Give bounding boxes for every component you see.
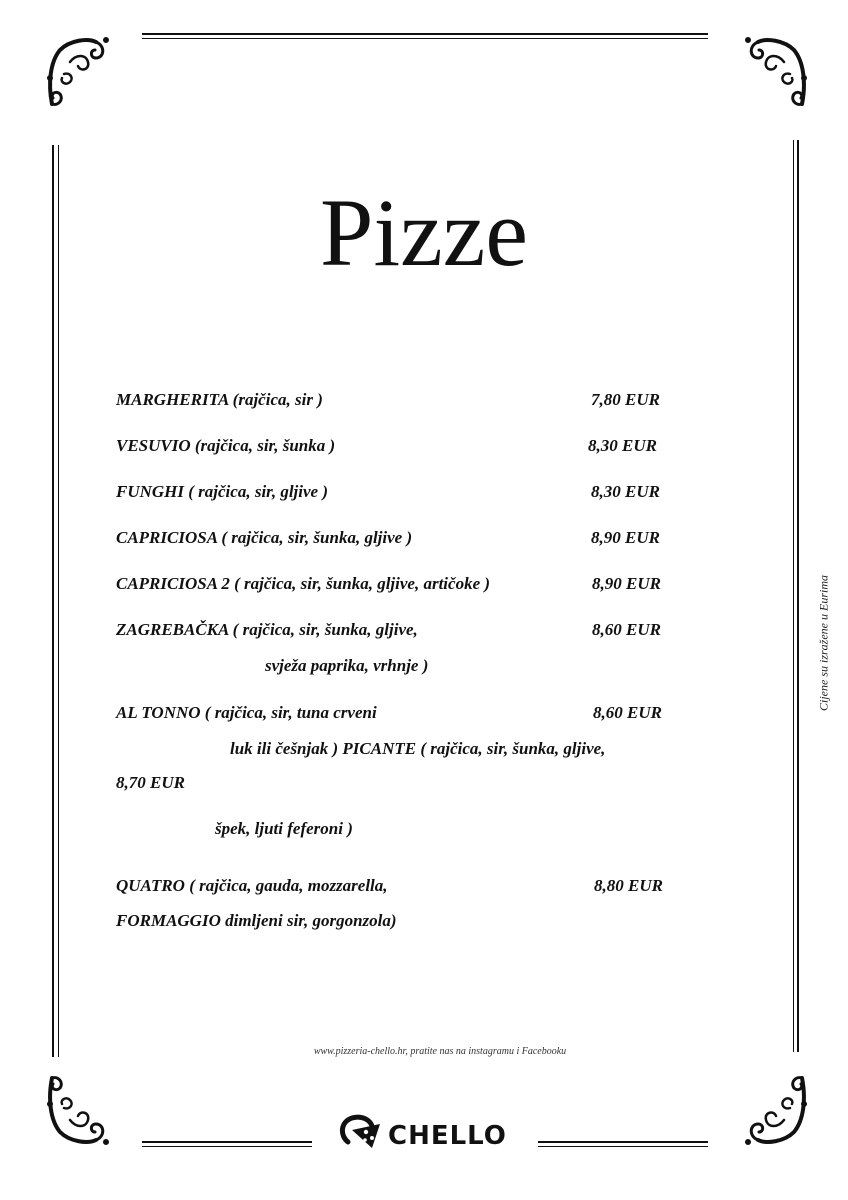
- page-title: Pizze: [320, 179, 528, 286]
- menu-item-price: 8,60 EUR: [593, 703, 662, 722]
- corner-ornament-bottom-left-icon: [40, 1070, 120, 1150]
- menu-item-price: 8,90 EUR: [591, 528, 660, 547]
- corner-ornament-bottom-right-icon: [734, 1070, 814, 1150]
- pizza-slice-icon: [338, 1114, 384, 1159]
- bottom-rule-left-thick: [142, 1141, 312, 1143]
- top-rule-thin: [142, 38, 708, 39]
- menu-item-price: 8,30 EUR: [591, 482, 660, 501]
- menu-item-price: 8,60 EUR: [592, 620, 661, 639]
- top-rule-thick: [142, 33, 708, 35]
- menu-item-description: FORMAGGIO dimljeni sir, gorgonzola): [116, 911, 397, 930]
- menu-item-name: QUATRO ( rajčica, gauda, mozzarella,: [116, 876, 388, 895]
- logo-text: CHELLO: [388, 1121, 507, 1151]
- footer-website-text: www.pizzeria-chello.hr, pratite nas na instagramu i Facebooku: [313, 1046, 567, 1057]
- menu-item-name: 8,70 EUR: [116, 773, 185, 792]
- menu-item-name: FUNGHI ( rajčica, sir, gljive ): [116, 482, 329, 501]
- menu-item-description: luk ili češnjak ) PICANTE ( rajčica, sir, šunka, gljive,: [230, 739, 606, 758]
- menu-item-name: ZAGREBAČKA ( rajčica, sir, šunka, gljive,: [116, 620, 418, 639]
- menu-item-price: 7,80 EUR: [591, 390, 660, 409]
- menu-item-name: CAPRICIOSA 2 ( rajčica, sir, šunka, gljive, artičoke ): [116, 574, 491, 593]
- menu-item-description: svježa paprika, vrhnje ): [265, 656, 429, 675]
- menu-item-name: MARGHERITA (rajčica, sir ): [116, 390, 323, 409]
- bottom-rule-right-thick: [538, 1141, 708, 1143]
- price-currency-note: Cijene su izražene u Eurima: [816, 575, 831, 711]
- bottom-rule-right-thin: [538, 1146, 708, 1147]
- corner-ornament-top-left-icon: [40, 32, 120, 112]
- menu-item-name: CAPRICIOSA ( rajčica, sir, šunka, gljive ): [116, 528, 413, 547]
- menu-item-name: VESUVIO (rajčica, sir, šunka ): [116, 436, 336, 455]
- menu-item-description: špek, ljuti feferoni ): [215, 819, 353, 838]
- menu-item-price: 8,80 EUR: [594, 876, 663, 895]
- menu-item-price: 8,30 EUR: [588, 436, 657, 455]
- corner-ornament-top-right-icon: [734, 32, 814, 112]
- menu-item-name: AL TONNO ( rajčica, sir, tuna crveni: [116, 703, 377, 722]
- menu-item-price: 8,90 EUR: [592, 574, 661, 593]
- bottom-rule-left-thin: [142, 1146, 312, 1147]
- chello-logo: [338, 1116, 507, 1156]
